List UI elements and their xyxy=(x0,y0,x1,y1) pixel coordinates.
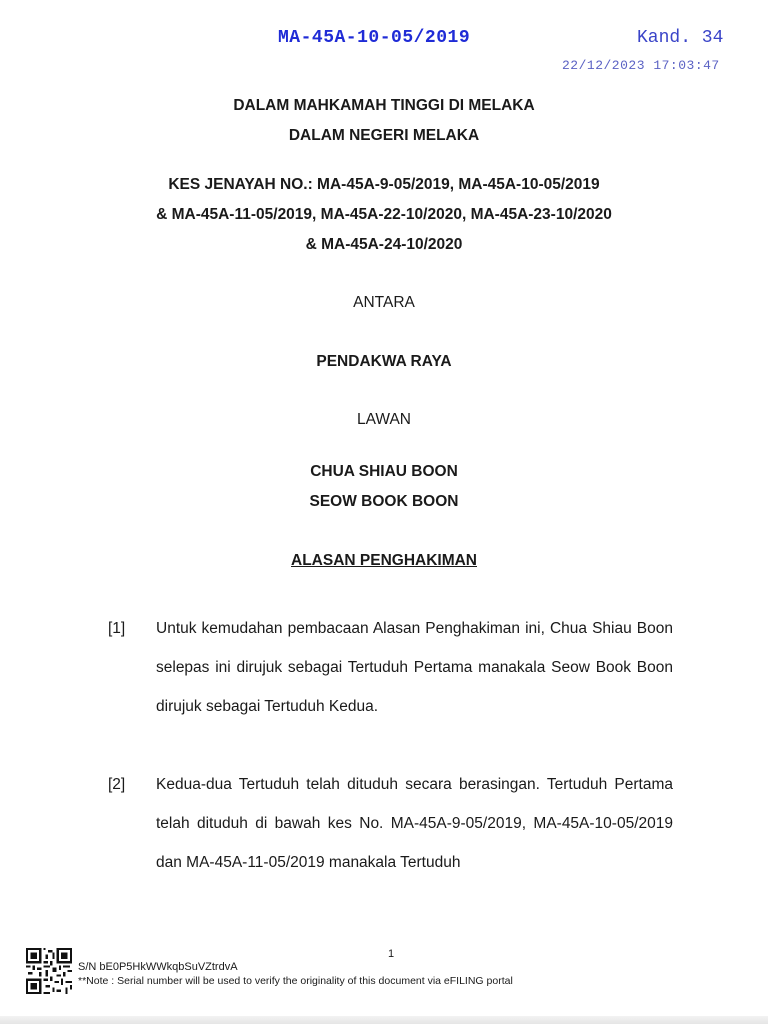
case-line-2: & MA-45A-11-05/2019, MA-45A-22-10/2020, MA-45A-23-10/2020 xyxy=(156,206,612,223)
section-title-wrap xyxy=(0,552,768,570)
accused-2-name: SEOW BOOK BOON xyxy=(309,493,459,510)
paragraph-text: Kedua-dua Tertuduh telah dituduh secara berasingan. Tertuduh Pertama telah dituduh di bawah kes No. MA-45A-9-05/2019, MA-45A-10-05/2019 dan MA-45A-11-05/2019 manakala Tertuduh xyxy=(156,776,673,871)
between-label: ANTARA xyxy=(353,294,415,311)
stamp-datetime: 22/12/2023 17:03:47 xyxy=(562,58,720,73)
page-number: 1 xyxy=(388,948,395,960)
section-title: ALASAN PENGHAKIMAN xyxy=(291,552,477,569)
stamp-case-number: MA-45A-10-05/2019 xyxy=(278,28,471,48)
serial-number: S/N bE0P5HkWWkqbSuVZtrdvA xyxy=(78,961,238,973)
paragraph-number: [2] xyxy=(108,776,126,793)
stamp-kand: Kand. 34 xyxy=(637,28,724,48)
court-line-1: DALAM MAHKAMAH TINGGI DI MELAKA xyxy=(233,97,535,114)
paragraph-2 xyxy=(108,765,673,882)
versus-label: LAWAN xyxy=(357,411,411,428)
case-line-1: KES JENAYAH NO.: MA-45A-9-05/2019, MA-45A-10-05/2019 xyxy=(168,176,600,193)
paragraph-number: [1] xyxy=(108,620,126,637)
paragraph-1 xyxy=(108,609,673,726)
page-edge xyxy=(0,1016,768,1024)
prosecutor-name: PENDAKWA RAYA xyxy=(316,353,452,370)
case-line-3: & MA-45A-24-10/2020 xyxy=(305,236,463,253)
court-line-2: DALAM NEGERI MELAKA xyxy=(288,127,480,144)
accused-1-name: CHUA SHIAU BOON xyxy=(310,463,458,480)
qr-code-icon xyxy=(26,948,72,994)
paragraph-text: Untuk kemudahan pembacaan Alasan Penghakiman ini, Chua Shiau Boon selepas ini dirujuk sebagai Tertuduh Pertama manakala Seow Book Boon dirujuk sebagai Tertuduh Kedua. xyxy=(156,620,673,715)
verification-note: **Note : Serial number will be used to verify the originality of this document via eFILING portal xyxy=(78,975,513,987)
